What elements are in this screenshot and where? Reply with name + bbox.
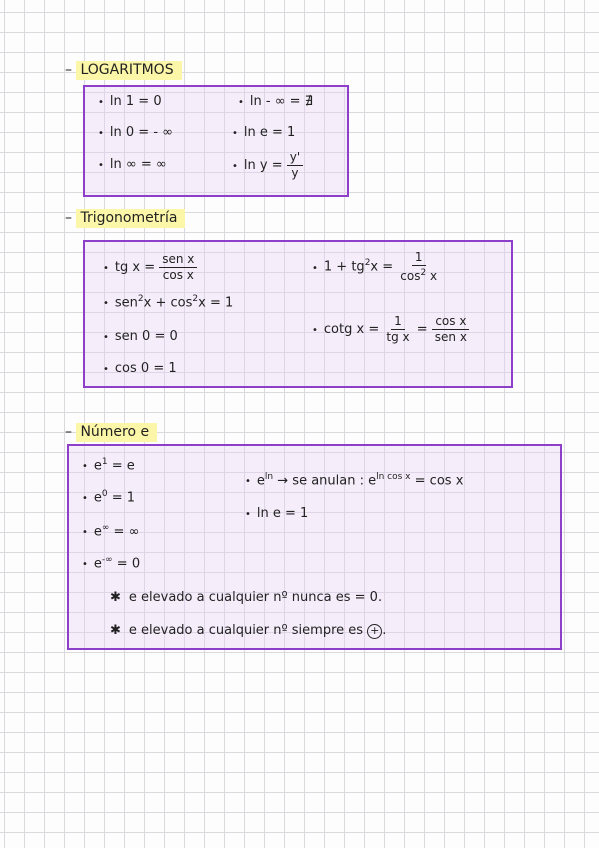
e-base: e	[93, 556, 102, 572]
numero-e-heading	[65, 424, 157, 440]
trig-cotg-fraction-1	[383, 314, 412, 345]
bullet: •	[98, 97, 104, 108]
e-lne-text: ln e = 1	[256, 506, 309, 521]
fraction-denominator: sen x	[434, 330, 467, 344]
e-anulan-result: = cos x	[414, 473, 464, 489]
trig-cotg-fraction-2	[432, 314, 470, 345]
log-lne	[232, 125, 295, 140]
log-lny-fraction	[287, 150, 303, 181]
fraction-numerator: 1	[412, 250, 426, 266]
e-anulan-text: → se anulan :	[277, 473, 364, 489]
exponent: 2	[420, 268, 427, 278]
log-ln0-text: ln 0 = - ∞	[109, 125, 173, 140]
bullet: •	[103, 298, 109, 310]
e-pow-1	[82, 457, 135, 473]
fraction-denominator	[397, 266, 440, 284]
e-lne	[245, 506, 308, 521]
log-lny-lhs: ln y =	[243, 158, 283, 173]
exponent: ln	[264, 472, 274, 482]
logaritmos-heading	[65, 62, 182, 78]
bullet: •	[232, 161, 238, 172]
e-anulan	[245, 472, 463, 488]
e-result: = 0	[116, 556, 141, 572]
trig-identity-fraction	[397, 250, 440, 284]
e-result: = 1	[111, 490, 136, 506]
e-note-1-text: e elevado a cualquier nº nunca es = 0.	[128, 590, 383, 605]
logaritmos-title: LOGARITMOS	[76, 61, 181, 80]
fraction-denominator: y	[291, 166, 299, 180]
bullet: •	[312, 262, 318, 274]
fraction-denominator: tg x	[386, 330, 410, 344]
trig-mid-text: x + cos	[143, 295, 193, 311]
bullet: •	[98, 128, 104, 139]
bullet: •	[82, 461, 88, 473]
e-note-2	[110, 623, 386, 639]
trig-cotg-lhs: cotg x =	[323, 322, 380, 337]
exponent: ∞	[101, 523, 110, 533]
log-lne-text: ln e = 1	[243, 125, 296, 140]
trig-tg-fraction	[159, 252, 197, 283]
trig-identity	[312, 250, 440, 284]
log-lninf-text: ln ∞ = ∞	[109, 157, 167, 172]
e-pow-neginf	[82, 555, 140, 571]
heading-dash: –	[65, 62, 77, 78]
bullet: •	[82, 559, 88, 571]
equals-sign: =	[416, 322, 428, 337]
trig-cos0	[103, 361, 177, 376]
fraction-numerator: sen x	[159, 252, 197, 268]
exponent: 0	[101, 489, 108, 499]
numero-e-title: Número e	[76, 423, 157, 442]
fraction-denominator: cos x	[162, 268, 194, 282]
trig-identity-lhs: 1 + tg	[323, 259, 365, 275]
bullet: •	[98, 160, 104, 171]
exponent: 2	[364, 258, 371, 269]
trigonometria-title: Trigonometría	[76, 209, 185, 228]
log-ln1	[98, 94, 162, 109]
e-note-2-text: e elevado a cualquier nº siempre es	[128, 623, 364, 638]
log-lninf	[98, 157, 167, 172]
e-base: e	[93, 490, 102, 506]
fraction-den-end: x	[430, 269, 438, 283]
exponent: -∞	[101, 555, 113, 565]
e-base: e	[93, 524, 102, 540]
e-note-2-end: .	[382, 623, 387, 638]
bullet: •	[82, 527, 88, 539]
trig-end-text: x = 1	[198, 295, 234, 311]
e-result: = ∞	[113, 524, 140, 540]
trig-cotg	[312, 314, 470, 345]
heading-dash: –	[65, 424, 77, 440]
trig-cos0-text: cos 0 = 1	[114, 361, 177, 376]
trigonometria-heading	[65, 210, 185, 226]
star-icon: ✱	[110, 590, 121, 605]
trig-sen0-text: sen 0 = 0	[114, 329, 178, 344]
e-base: e	[93, 458, 102, 474]
trig-identity-mid: x =	[370, 259, 394, 275]
bullet: •	[103, 263, 109, 274]
fraction-numerator: cos x	[432, 314, 469, 330]
bullet: •	[103, 364, 109, 375]
e-pow-inf	[82, 523, 139, 539]
exponent: 2	[137, 294, 144, 304]
exponent: 2	[192, 294, 199, 304]
e-note-1	[110, 590, 382, 605]
bullet: •	[82, 493, 88, 505]
log-lny	[232, 150, 303, 181]
heading-dash: –	[65, 210, 77, 226]
log-ln0	[98, 125, 173, 140]
log-lnneginf	[238, 94, 313, 109]
trig-sen-text: sen	[114, 295, 138, 311]
bullet: •	[232, 128, 238, 139]
bullet: •	[245, 476, 251, 488]
log-lnneginf-text: ln - ∞ = ∄	[249, 94, 313, 109]
exponent: ln cos x	[376, 472, 411, 482]
trig-pythagorean	[103, 294, 233, 310]
circled-plus-icon: +	[367, 624, 382, 639]
e-base: e	[368, 473, 377, 489]
star-icon: ✱	[110, 623, 121, 638]
e-base: e	[256, 473, 265, 489]
bullet: •	[245, 509, 251, 520]
e-pow-0	[82, 489, 135, 505]
fraction-numerator: y'	[287, 150, 303, 166]
bullet: •	[238, 97, 244, 108]
trig-sen0	[103, 329, 178, 344]
trig-tg-lhs: tg x =	[114, 260, 156, 275]
bullet: •	[312, 325, 318, 336]
e-result: = e	[111, 458, 135, 474]
log-ln1-text: ln 1 = 0	[109, 94, 162, 109]
fraction-numerator: 1	[391, 314, 405, 330]
fraction-den-text: cos	[400, 269, 421, 283]
exponent: 1	[101, 457, 108, 467]
bullet: •	[103, 332, 109, 343]
trig-tg	[103, 252, 197, 283]
